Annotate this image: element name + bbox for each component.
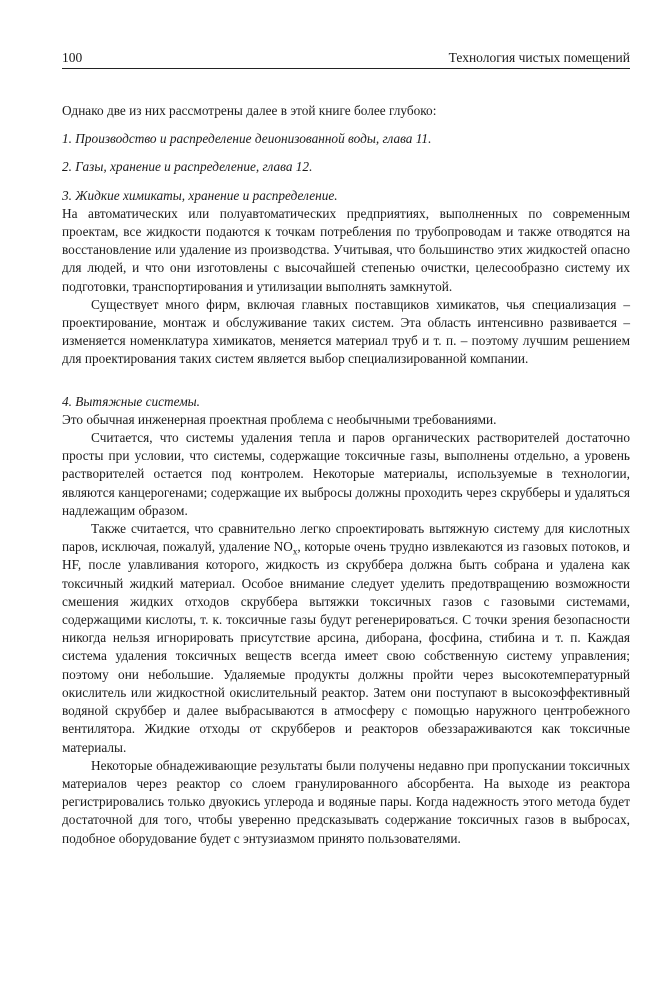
paragraph-acid-vapors-part2: , которые очень трудно извлекаются из газовых потоков, и HF, после улавливания которого, жидкость из скруббера должна быть собрана и удалена как токсичный жидкий материал. Особое внимание следует уделить предотвращению возможности смешения жидких отходов скруббера вытяжки токсичных газов с газовыми системами, содержащими кислоты, т. к. токсичные газы будут регенерироваться. С точки зрения безопасности никогда нельзя игнорировать присутствие арсина, диборана, фосфина, стибина и т. п. Каждая система удаления токсичных веществ всегда имеет свою собственную систему управления; поэтому они небольшие. Удаляемые продукты должны пройти через высокотемпературный окислитель или жидкостной окислительный реактор. Затем они поступают в высокоэффективный водяной скруббер и далее выбрасываются в атмосферу с помощью наружного центробежного вентилятора. Жидкие отходы от скрубберов и реакторов обеззараживаются как токсичные материалы. <box>62 539 630 755</box>
paragraph-solvents: Считается, что системы удаления тепла и паров органических растворителей достаточно просты при условии, что системы, содержащие токсичные газы, выполнены отдельно, а уровень растворителей остается под контролем. Некоторые материалы, используемые в технологии, являются канцерогенами; содержащие их выбросы должны проходить через скрубберы и удаляться надлежащим образом. <box>62 430 630 518</box>
running-title: Технология чистых помещений <box>448 50 630 65</box>
subscript-x: x <box>292 546 298 557</box>
book-page <box>62 50 630 848</box>
page-body <box>62 102 630 848</box>
list-item-4: 4. Вытяжные системы. <box>62 393 201 409</box>
paragraph-firms: Существует много фирм, включая главных поставщиков химикатов, чья специализация – проектирование, монтаж и обслуживание таких систем. Эта область интенсивно развивается – изменяется номенклатура химикатов, меняется материал труб и т. п. – поэтому лучшим решением для проектирования таких систем является выбор специализированной компании. <box>62 296 630 367</box>
paragraph-acid-vapors <box>62 520 630 757</box>
paragraph-acid-vapors-part1: Также считается, что сравнительно легко спроектировать вытяжную систему для кислотных паров, исключая, пожалуй, удаление NO <box>62 521 630 555</box>
paragraph-liquid-chemicals: На автоматических или полуавтоматических предприятиях, выполненных по современным проектам, все жидкости подаются к точкам потребления по трубопроводам и также отводятся на восстановление или удаление из производства. Учитывая, что большинство этих жидкостей опасно для людей, и что они изготовлены с высочайшей степенью очистки, целесообразно систему их подготовки, транспортирования и утилизации выполнять замкнутой. <box>62 205 630 294</box>
list-item-3: 3. Жидкие химикаты, хранение и распределение. <box>62 187 338 203</box>
list-item-2: 2. Газы, хранение и распределение, глава 12. <box>62 159 313 175</box>
list-item-1: 1. Производство и распределение деионизованной воды, глава 11. <box>62 131 432 147</box>
running-head <box>62 50 630 69</box>
paragraph-exhaust-intro: Это обычная инженерная проектная проблема с необычными требованиями. <box>62 411 497 427</box>
paragraph-results: Некоторые обнадеживающие результаты были получены недавно при пропускании токсичных материалов через реактор со слоем гранулированного абсорбента. На выходе из реактора регистрировались только двуокись углерода и водяные пары. Когда надежность этого метода будет достаточной для того, чтобы уверенно предсказывать содержание токсичных газов в выбросах, подобное оборудование будет с энтузиазмом принято пользователями. <box>62 757 630 846</box>
page-number: 100 <box>62 50 83 65</box>
intro-paragraph: Однако две из них рассмотрены далее в этой книге более глубоко: <box>62 103 437 118</box>
